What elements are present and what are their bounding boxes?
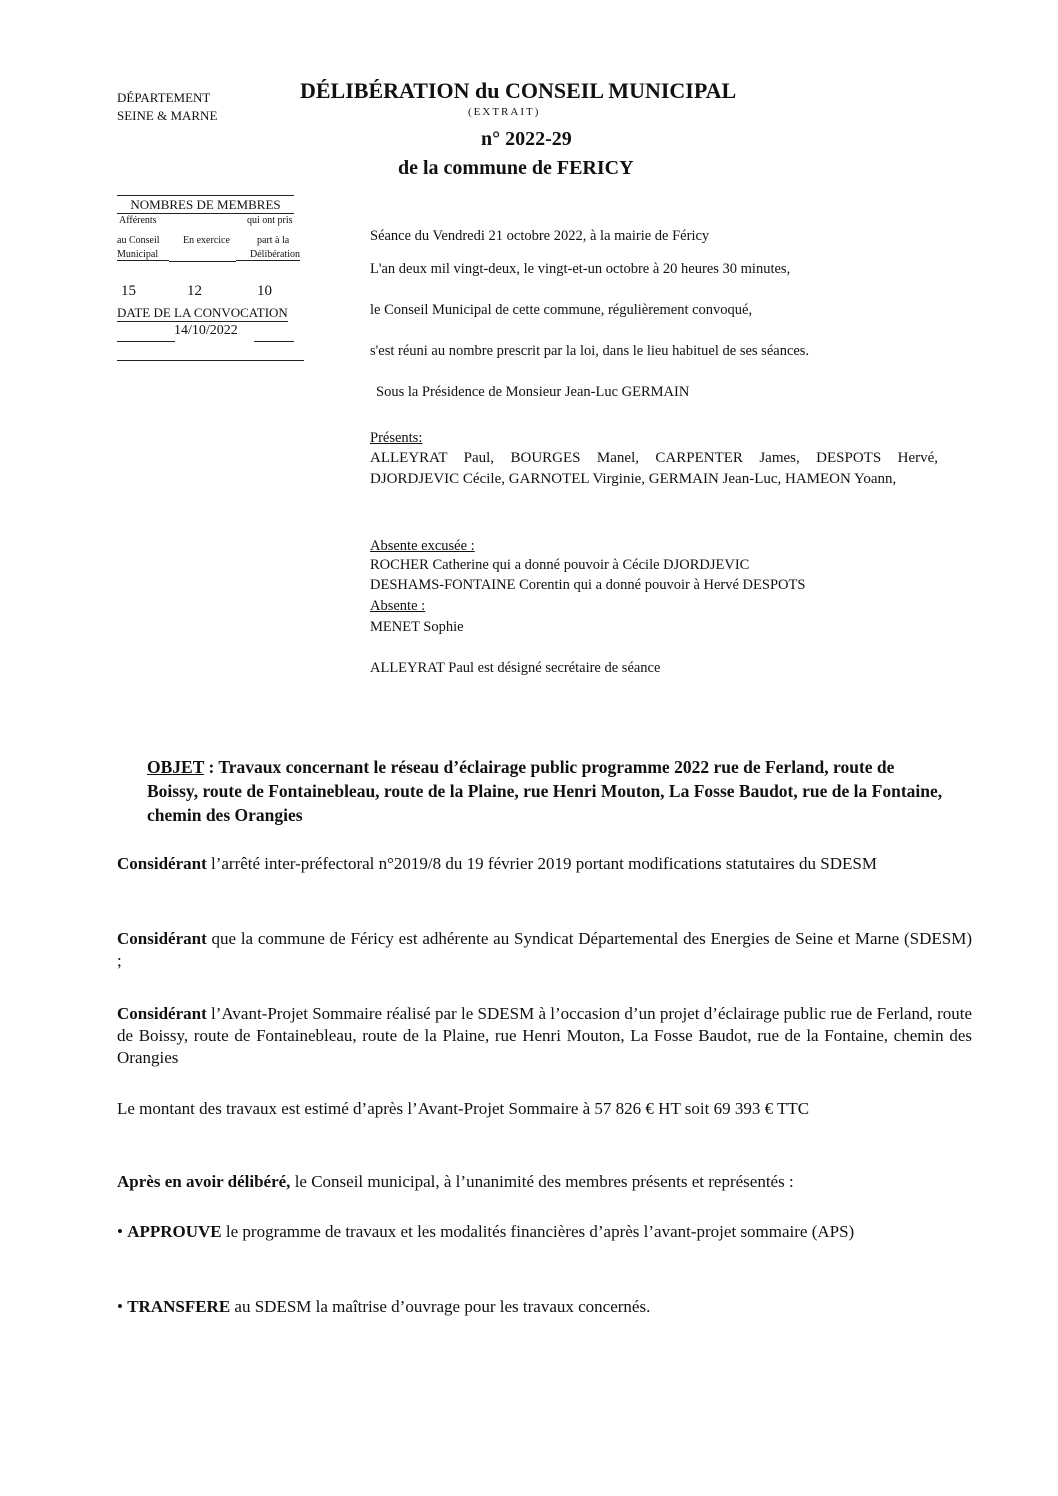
considerant-1-bold: Considérant [117,854,207,873]
presents-label: Présents: [370,430,423,446]
department-name: SEINE & MARNE [117,108,218,123]
members-ont-pris-part-value: 10 [257,283,272,299]
objet-block [147,755,947,827]
members-col1-line3: Municipal [117,249,169,261]
excusee-line-2: DESHAMS-FONTAINE Corentin qui a donné pouvoir à Hervé DESPOTS [370,577,806,593]
convocation-label: DATE DE LA CONVOCATION [117,305,288,320]
considerant-2-text: que la commune de Féricy est adhérente au Syndicat Départemental des Energies de Seine et Marne (SDESM) ; [117,929,972,970]
considerant-3-text: l’Avant-Projet Sommaire réalisé par le SDESM à l’occasion d’un projet d’éclairage public rue de Ferland, route de Boissy, route de Fontainebleau, route de la Plaine, rue Henri Mouton, La Fosse Baudot, rue de la Fontaine, chemin des Orangies [117,1004,972,1067]
transfere-bold: TRANSFERE [127,1297,231,1316]
excusee-label: Absente excusée : [370,538,475,554]
absente-name: MENET Sophie [370,619,464,635]
members-col2-line2: En exercice [183,235,230,246]
transfere-bullet: • [117,1297,128,1316]
deliberation-text: le Conseil municipal, à l’unanimité des membres présents et représentés : [290,1172,794,1191]
deliberation-paragraph [117,1171,972,1193]
montant-paragraph [117,1098,972,1120]
transfere-paragraph [117,1296,972,1318]
members-col1-line1: Afférents [119,215,157,226]
secretaire-line: ALLEYRAT Paul est désigné secrétaire de séance [370,660,661,676]
considerant-2 [117,928,972,972]
members-col3-line1: qui ont pris [247,215,293,226]
seance-line-3: le Conseil Municipal de cette commune, régulièrement convoqué, [370,302,753,318]
members-col3-line2: part à la [257,235,290,246]
document-title: DÉLIBÉRATION du CONSEIL MUNICIPAL [300,78,737,103]
objet-text: : Travaux concernant le réseau d’éclairage public programme 2022 rue de Ferland, route de Boissy, route de Fontainebleau, route de la Plaine, rue Henri Mouton, La Fosse Baudot, rue de la Fontaine, chemin des Orangies [147,757,943,825]
considerant-3 [117,1003,972,1069]
department-label: DÉPARTEMENT [117,90,211,105]
members-top-rule [117,195,294,196]
considerant-1-text: l’arrêté inter-préfectoral n°2019/8 du 19 février 2019 portant modifications statutaires du SDESM [206,854,877,873]
deliberation-bold: Après en avoir délibéré, [117,1172,291,1191]
considerant-1 [117,853,972,875]
seance-line-1: Séance du Vendredi 21 octobre 2022, à la mairie de Féricy [370,228,710,244]
deliberation-number: n° 2022-29 [481,128,572,150]
convocation-date: 14/10/2022 [174,323,238,338]
approuve-paragraph [117,1221,972,1243]
members-col1-line2: au Conseil [117,235,160,246]
members-afferents-value: 15 [121,283,136,299]
department-block [117,89,217,125]
seance-line-2: L'an deux mil vingt-deux, le vingt-et-un octobre à 20 heures 30 minutes, [370,261,791,277]
seance-line-4: s'est réuni au nombre prescrit par la loi, dans le lieu habituel de ses séances. [370,343,810,359]
montant-text: Le montant des travaux est estimé d’après l’Avant-Projet Sommaire à 57 826 € HT soit 69 393 € TTC [117,1099,810,1118]
convocation-left-rule [117,341,175,342]
presents-list: ALLEYRAT Paul, BOURGES Manel, CARPENTER James, DESPOTS Hervé, DJORDJEVIC Cécile, GARNOTEL Virginie, GERMAIN Jean-Luc, HAMEON Yoann, [370,450,938,487]
extrait-label: (EXTRAIT) [468,106,541,118]
members-en-exercice-value: 12 [187,283,202,299]
considerant-2-bold: Considérant [117,929,207,948]
members-bottom-rule [117,360,304,361]
members-col3-line3: Délibération [236,249,300,261]
members-title: NOMBRES DE MEMBRES [117,197,294,214]
approuve-bold: APPROUVE [127,1222,222,1241]
transfere-text: au SDESM la maîtrise d’ouvrage pour les travaux concernés. [230,1297,651,1316]
approuve-text: le programme de travaux et les modalités financières d’après l’avant-projet sommaire (APS) [221,1222,855,1241]
approuve-bullet: • [117,1222,128,1241]
commune-name: de la commune de FERICY [398,157,634,179]
objet-label: OBJET [147,757,205,777]
convocation-right-rule [254,341,294,342]
absente-label: Absente : [370,598,426,614]
excusee-line-1: ROCHER Catherine qui a donné pouvoir à Cécile DJORDJEVIC [370,557,750,573]
seance-president: Sous la Présidence de Monsieur Jean-Luc GERMAIN [376,384,690,400]
considerant-3-bold: Considérant [117,1004,207,1023]
members-mid-rule [169,261,236,262]
